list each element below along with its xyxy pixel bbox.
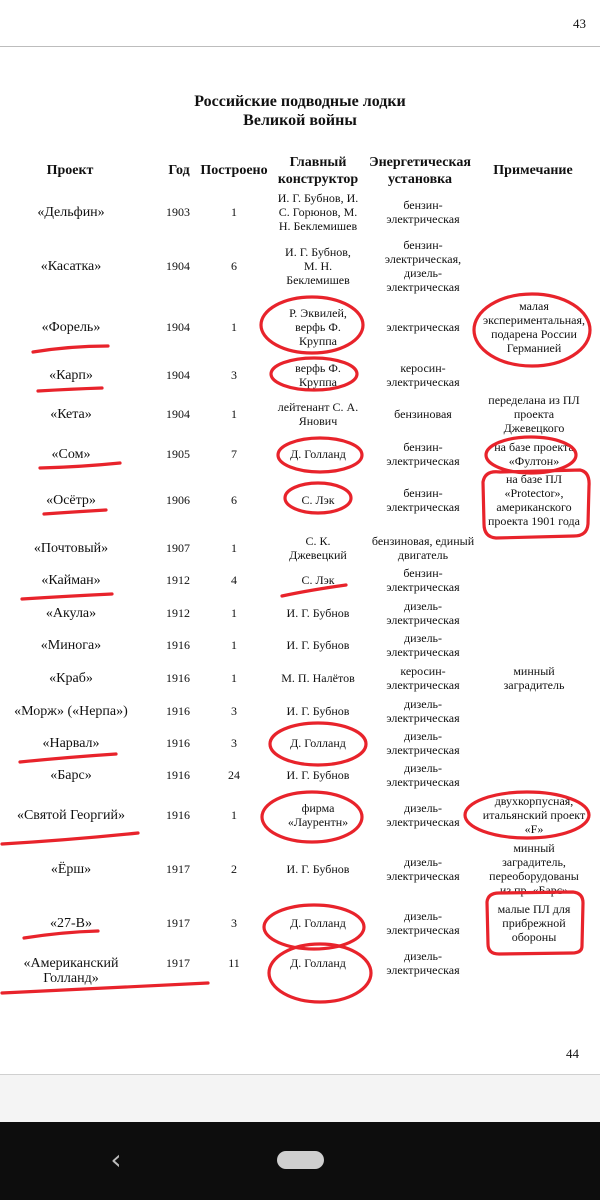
row-19-power <box>360 949 486 977</box>
row-4-power-line: керосин- <box>400 361 446 375</box>
row-3-note-line: малая <box>519 299 549 313</box>
row-3-note-line: Германией <box>506 341 562 355</box>
header-built: Построено <box>200 163 268 178</box>
circle-american-holland-designer <box>269 944 371 1002</box>
row-13-project: «Морж» («Нерпа») <box>14 703 128 719</box>
row-9-power-line: электрическая <box>386 580 460 594</box>
row-5-built: 1 <box>231 407 237 421</box>
row-1-power <box>360 198 486 226</box>
row-1-built: 1 <box>231 205 237 219</box>
row-19-designer-line: Д. Голланд <box>290 956 346 970</box>
underline-karp <box>38 388 102 391</box>
row-13-power-line: электрическая <box>386 711 460 725</box>
row-9-project: «Кайман» <box>41 572 101 588</box>
row-5-designer-line: Янович <box>298 414 338 428</box>
row-5-note-line: проекта <box>513 407 555 421</box>
row-18-project: «27-В» <box>50 915 92 931</box>
row-3-power-line: электрическая <box>386 320 460 334</box>
row-16-power-line: электрическая <box>386 815 460 829</box>
row-17-note-line: переоборудованы <box>489 869 579 883</box>
row-5-note-line: переделана из ПЛ <box>488 393 580 407</box>
row-5-project: «Кета» <box>50 406 92 422</box>
row-9-power <box>360 566 486 594</box>
row-12-designer <box>268 671 368 685</box>
row-10-designer-line: И. Г. Бубнов <box>286 606 350 620</box>
row-3-note-line: подарена России <box>491 327 577 341</box>
row-7-note-line: «Protector», <box>504 486 564 500</box>
row-4-designer-line: верфь Ф. <box>295 361 341 375</box>
row-2-power-line: электрическая <box>386 280 460 294</box>
row-12-designer-line: М. П. Налётов <box>281 671 355 685</box>
row-7-power-line: электрическая <box>386 500 460 514</box>
row-12-power-line: керосин- <box>400 664 446 678</box>
row-5-designer-line: лейтенант С. А. <box>277 400 359 414</box>
row-18-built: 3 <box>231 916 237 930</box>
row-7-designer <box>268 493 368 507</box>
row-7-project: «Осётр» <box>46 492 96 508</box>
row-13-year: 1916 <box>166 704 190 718</box>
row-18-note <box>482 902 586 944</box>
row-17-power <box>360 855 486 883</box>
header-project: Проект <box>46 163 94 178</box>
row-14-designer-line: Д. Голланд <box>290 736 346 750</box>
row-6-power <box>360 440 486 468</box>
row-17-note-line: минный <box>513 841 555 855</box>
row-11-power-line: электрическая <box>386 645 460 659</box>
row-14-designer <box>268 736 368 750</box>
row-10-built: 1 <box>231 606 237 620</box>
row-1-power-line: бензин- <box>403 198 443 212</box>
row-16-designer-line: фирма <box>301 801 335 815</box>
underline-27v <box>24 931 98 938</box>
header-designer-line-1: Главный <box>289 155 347 170</box>
row-5-note-line: Джевецкого <box>503 421 565 435</box>
row-15-year: 1916 <box>166 768 190 782</box>
row-14-power-line: дизель- <box>403 729 443 743</box>
row-2-power-line: дизель- <box>403 266 443 280</box>
page-top-strip <box>0 0 600 47</box>
row-8-designer-line: С. К. <box>305 534 331 548</box>
row-17-note-line: заградитель, <box>502 855 566 869</box>
header-power-line-2: установка <box>388 172 452 187</box>
header-designer <box>268 154 368 188</box>
row-10-year: 1912 <box>166 606 190 620</box>
row-16-note-line: «F» <box>524 822 544 836</box>
row-17-built: 2 <box>231 862 237 876</box>
row-1-power-line: электрическая <box>386 212 460 226</box>
row-18-note-line: обороны <box>511 930 557 944</box>
row-2-power <box>360 238 486 294</box>
row-14-built: 3 <box>231 736 237 750</box>
row-18-designer-line: Д. Голланд <box>290 916 346 930</box>
row-5-power <box>360 407 486 421</box>
underline-st-georgy <box>2 833 138 844</box>
row-2-designer <box>268 245 368 287</box>
row-18-year: 1917 <box>166 916 190 930</box>
row-3-designer-line: Р. Эквилей, <box>289 306 347 320</box>
row-8-power-line: бензиновая, единый <box>371 534 475 548</box>
row-7-power <box>360 486 486 514</box>
row-11-designer <box>268 638 368 652</box>
underline-som <box>40 463 120 468</box>
row-8-year: 1907 <box>166 541 190 555</box>
row-17-year: 1917 <box>166 862 190 876</box>
row-17-note <box>482 841 586 897</box>
row-18-power-line: электрическая <box>386 923 460 937</box>
row-15-project: «Барс» <box>50 767 92 783</box>
back-chevron-icon[interactable]: ‹ <box>110 1143 122 1176</box>
row-1-designer <box>268 191 368 233</box>
row-14-year: 1916 <box>166 736 190 750</box>
row-4-designer-line: Круппа <box>298 375 337 389</box>
row-19-project: «Американский Голланд» <box>23 955 119 986</box>
row-18-note-line: малые ПЛ для <box>497 902 571 916</box>
row-3-note-line: экспериментальная, <box>482 313 586 327</box>
row-8-project: «Почтовый» <box>33 540 109 556</box>
row-3-designer-line: Круппа <box>298 334 337 348</box>
row-13-power <box>360 697 486 725</box>
row-6-note <box>482 440 586 468</box>
row-4-year: 1904 <box>166 368 190 382</box>
underline-osetr <box>44 510 106 514</box>
row-16-designer <box>268 801 368 829</box>
row-3-year: 1904 <box>166 320 190 334</box>
row-7-note-line: проекта 1901 года <box>488 514 580 528</box>
row-7-year: 1906 <box>166 493 190 507</box>
header-note: Примечание <box>493 163 573 178</box>
row-17-power-line: электрическая <box>386 869 460 883</box>
row-3-designer-line: верфь Ф. <box>295 320 341 334</box>
row-6-year: 1905 <box>166 447 190 461</box>
row-16-power <box>360 801 486 829</box>
row-15-power-line: дизель- <box>403 761 443 775</box>
header-power-line-1: Энергетическая <box>369 155 471 170</box>
row-1-designer-line: И. Г. Бубнов, И. <box>277 191 359 205</box>
row-17-project: «Ёрш» <box>50 861 92 877</box>
row-6-note-line: «Фултон» <box>508 454 560 468</box>
header-year: Год <box>168 163 190 178</box>
row-7-designer-line: С. Лэк <box>301 493 335 507</box>
row-3-power <box>360 320 486 334</box>
row-7-note-line: на базе ПЛ <box>505 472 563 486</box>
row-12-power <box>360 664 486 692</box>
row-5-year: 1904 <box>166 407 190 421</box>
row-17-designer-line: И. Г. Бубнов <box>286 862 350 876</box>
row-10-power-line: электрическая <box>386 613 460 627</box>
underline-narval <box>20 754 116 762</box>
row-18-power <box>360 909 486 937</box>
row-16-note <box>482 794 586 836</box>
row-5-designer <box>268 400 368 428</box>
row-7-note <box>482 472 586 528</box>
row-16-year: 1916 <box>166 808 190 822</box>
row-9-power-line: бензин- <box>403 566 443 580</box>
row-2-designer-line: М. Н. <box>303 259 333 273</box>
row-16-note-line: двухкорпусная, <box>494 794 574 808</box>
row-16-designer-line: «Лаурентн» <box>287 815 349 829</box>
row-5-note <box>482 393 586 435</box>
underline-kaiman <box>22 594 112 599</box>
row-3-designer <box>268 306 368 348</box>
row-5-power-line: бензиновая <box>394 407 452 421</box>
row-6-power-line: электрическая <box>386 454 460 468</box>
row-12-note <box>482 664 586 692</box>
row-6-designer <box>268 447 368 461</box>
row-6-designer-line: Д. Голланд <box>290 447 346 461</box>
row-19-designer <box>268 956 368 970</box>
row-4-project: «Карп» <box>49 367 93 383</box>
row-14-power <box>360 729 486 757</box>
row-17-power-line: дизель- <box>403 855 443 869</box>
row-6-built: 7 <box>231 447 237 461</box>
row-2-designer-line: И. Г. Бубнов, <box>285 245 351 259</box>
row-4-power <box>360 361 486 389</box>
row-19-year: 1917 <box>166 956 190 970</box>
row-8-power <box>360 534 486 562</box>
row-10-power-line: дизель- <box>403 599 443 613</box>
row-19-power-line: электрическая <box>386 963 460 977</box>
row-2-designer-line: Беклемишев <box>286 273 350 287</box>
row-16-note-line: итальянский проект <box>482 808 586 822</box>
row-11-power <box>360 631 486 659</box>
row-11-built: 1 <box>231 638 237 652</box>
row-13-power-line: дизель- <box>403 697 443 711</box>
row-8-designer-line: Джевецкий <box>289 548 347 562</box>
row-12-project: «Краб» <box>49 670 93 686</box>
row-19-built: 11 <box>228 956 240 970</box>
row-4-designer <box>268 361 368 389</box>
row-13-designer <box>268 704 368 718</box>
page-number-top: 43 <box>573 16 586 31</box>
row-12-power-line: электрическая <box>386 678 460 692</box>
row-8-designer <box>268 534 368 562</box>
row-1-project: «Дельфин» <box>37 204 105 220</box>
row-15-designer-line: И. Г. Бубнов <box>286 768 350 782</box>
row-9-year: 1912 <box>166 573 190 587</box>
row-10-designer <box>268 606 368 620</box>
row-13-designer-line: И. Г. Бубнов <box>286 704 350 718</box>
row-11-power-line: дизель- <box>403 631 443 645</box>
page-number-bottom: 44 <box>566 1046 579 1061</box>
row-12-note-line: минный <box>513 664 555 678</box>
row-4-built: 3 <box>231 368 237 382</box>
row-3-note <box>482 299 586 355</box>
row-4-power-line: электрическая <box>386 375 460 389</box>
row-2-year: 1904 <box>166 259 190 273</box>
row-1-designer-line: С. Горюнов, М. <box>278 205 358 219</box>
row-2-built: 6 <box>231 259 237 273</box>
row-18-note-line: прибрежной <box>502 916 566 930</box>
title-line-2: Великой войны <box>243 112 357 129</box>
row-12-built: 1 <box>231 671 237 685</box>
title-line-1: Российские подводные лодки <box>194 93 406 110</box>
row-1-year: 1903 <box>166 205 190 219</box>
row-8-built: 1 <box>231 541 237 555</box>
row-11-year: 1916 <box>166 638 190 652</box>
row-18-power-line: дизель- <box>403 909 443 923</box>
row-10-project: «Акула» <box>45 605 97 621</box>
home-pill-icon[interactable] <box>277 1151 324 1169</box>
row-8-power-line: двигатель <box>397 548 449 562</box>
row-19-power-line: дизель- <box>403 949 443 963</box>
row-7-power-line: бензин- <box>403 486 443 500</box>
row-12-year: 1916 <box>166 671 190 685</box>
row-16-built: 1 <box>231 808 237 822</box>
header-power <box>362 154 478 188</box>
row-14-power-line: электрическая <box>386 743 460 757</box>
row-10-power <box>360 599 486 627</box>
row-16-project: «Святой Георгий» <box>16 807 126 823</box>
row-2-power-line: электрическая, <box>384 252 462 266</box>
row-6-power-line: бензин- <box>403 440 443 454</box>
row-16-power-line: дизель- <box>403 801 443 815</box>
row-15-power <box>360 761 486 789</box>
row-6-note-line: на базе проекта <box>494 440 574 454</box>
row-3-project: «Форель» <box>41 319 101 335</box>
row-9-built: 4 <box>231 573 237 587</box>
row-18-designer <box>268 916 368 930</box>
row-2-project: «Касатка» <box>40 258 102 274</box>
row-15-designer <box>268 768 368 782</box>
row-9-designer <box>268 573 368 587</box>
row-17-designer <box>268 862 368 876</box>
row-15-power-line: электрическая <box>386 775 460 789</box>
row-12-note-line: заградитель <box>503 678 565 692</box>
underline-forel <box>33 346 108 352</box>
row-1-designer-line: Н. Беклемишев <box>278 219 358 233</box>
table-title <box>0 92 600 130</box>
row-7-built: 6 <box>231 493 237 507</box>
row-7-note-line: американского <box>496 500 572 514</box>
row-3-built: 1 <box>231 320 237 334</box>
header-designer-line-2: конструктор <box>277 172 359 187</box>
row-11-designer-line: И. Г. Бубнов <box>286 638 350 652</box>
row-15-built: 24 <box>228 768 240 782</box>
viewer-gap <box>0 1075 600 1122</box>
row-17-note-line: из пр. «Барс» <box>499 883 569 897</box>
row-2-power-line: бензин- <box>403 238 443 252</box>
row-9-designer-line: С. Лэк <box>301 573 335 587</box>
row-13-built: 3 <box>231 704 237 718</box>
row-14-project: «Нарвал» <box>42 735 100 751</box>
row-6-project: «Сом» <box>51 446 91 462</box>
row-11-project: «Минога» <box>40 637 102 653</box>
